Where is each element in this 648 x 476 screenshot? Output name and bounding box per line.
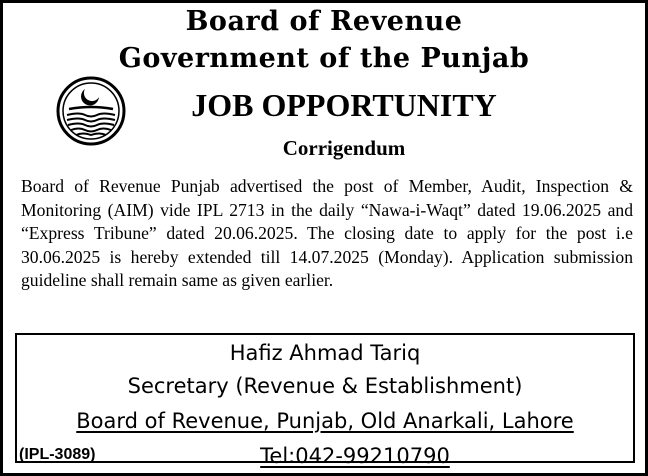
signatory-designation: Secretary (Revenue & Establishment) — [127, 374, 523, 398]
page-title: JOB OPPORTUNITY — [191, 87, 497, 123]
notice-paragraph: Board of Revenue Punjab advertised the post of Member, Audit, Inspection & Monitoring (AIM) vide IPL 2713 in the daily “Nawa-i-Waqt” dated 19.06.2025 and “Express Tribune” dated 20.06.2025. The closing date to apply for the post i.e 30.06.2025 is hereby extended till 14.07.2025 (Monday). Application submission guideline shall remain same as given earlier. — [21, 176, 633, 291]
signature-block — [15, 333, 635, 468]
organization-name: Board of Revenue — [185, 6, 463, 37]
telephone-number: Tel:042-99210790 — [260, 444, 450, 468]
ipl-reference: (IPL-3089) — [19, 446, 96, 463]
corrigendum-heading: Corrigendum — [282, 136, 406, 160]
office-address: Board of Revenue, Punjab, Old Anarkali, Lahore — [76, 409, 574, 433]
government-name: Government of the Punjab — [118, 43, 530, 74]
signatory-name: Hafiz Ahmad Tariq — [229, 341, 421, 365]
